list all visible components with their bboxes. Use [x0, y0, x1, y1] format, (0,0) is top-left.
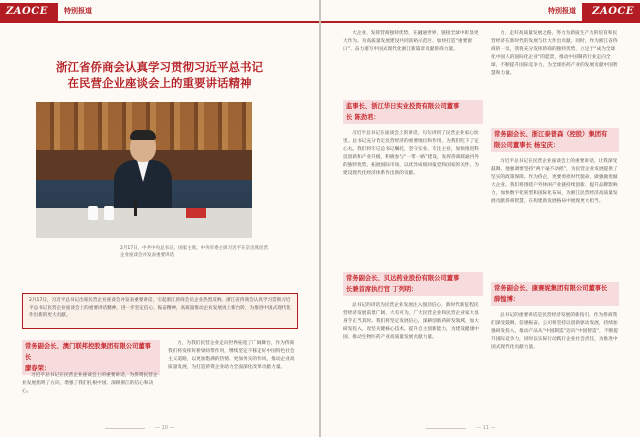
body-column — [491, 312, 619, 353]
speaker-5-text: 总书记的重要讲话是民营经济发展的新指引，作为侨商我们深受鼓舞，倍感振奋。公司将坚持以创新驱动发展，持续加强研发投入，推动产品从“中国制造”迈向“中国智造”，不断提升国际竞争力，同时以实际行动践行企业社会责任，为推进中国式现代化贡献力量。 — [491, 313, 618, 350]
page-number: — 10 — — [155, 425, 175, 431]
body-column — [343, 30, 483, 55]
intro-box — [22, 293, 298, 329]
body-column — [343, 130, 483, 179]
nameplate — [186, 208, 206, 218]
body-column — [491, 30, 619, 79]
meeting-photo — [36, 102, 252, 238]
speaker-name: 限公司董事长 杨宝庆： — [494, 142, 560, 149]
header-rule — [0, 21, 319, 23]
header-rule — [321, 21, 640, 23]
speaker-1-text: 习近平总书记在民营企业座谈会上的重要讲话，为侨资民营企业发展指明了方向，增强了我们扎根中国、深耕浙江的信心和决心。 — [22, 373, 158, 394]
body-column — [343, 302, 483, 343]
brand-logo: ZAOCE — [0, 3, 58, 21]
speaker-title: 常务副会长、浙江泰普森（控股）集团有 — [494, 131, 608, 138]
speaker-4-text: 习近平总书记在民营企业座谈会上的重要讲话，让我深受鼓舞。他强调要坚持“两个毫不动摇”，为民营企业发展提供了坚实的政策保障。作为侨企，更要勇担时代使命，做强做优做大企业。我们将围绕户外休闲产业链持续创新、提升品牌影响力，加快数字化转型和国际化布局，为浙江民营经济高质量发展贡献侨商智慧，在构建新发展格局中展现更大担当。 — [491, 159, 618, 204]
speaker-header-2 — [343, 100, 483, 124]
teacup-icon — [104, 206, 114, 220]
teacup-icon — [88, 206, 98, 220]
article-title-line2: 在民营企业座谈会上的重要讲话精神 — [67, 76, 252, 90]
body-column — [168, 340, 298, 373]
speaker-name: 廖春荣： — [25, 365, 51, 372]
speaker-title: 监事长、浙江华日实业投资有限公司董事 — [346, 103, 460, 110]
speaker-header-4 — [491, 128, 619, 152]
page-number: — 11 — — [476, 425, 496, 431]
section-tag: 特别报道 — [548, 7, 576, 15]
speaker-name: 长 陈劲君： — [346, 114, 380, 121]
speaker-figure — [114, 132, 172, 214]
intro-text: 2月17日，习近平总书记出席民营企业座谈会并发表重要讲话，引起浙江侨商会员企业热烈反响。浙江省侨商会认真学习贯彻习近平总书记民营企业座谈会上的重要讲话精神，进一步坚定信心、振奋精神，高质量推动企业发展再上新台阶，为推进中国式现代化作出新的更大贡献。 — [29, 298, 291, 318]
microphone-icon — [134, 198, 137, 216]
article-title-line1: 浙江省侨商会认真学习贯彻习近平总书记 — [56, 60, 263, 74]
speaker-title: 常务副会长、澳门联邦控股集团有限公司董事长 — [25, 343, 151, 361]
speaker-title: 常务副会长、康赛妮集团有限公司董事长 — [494, 285, 608, 292]
paragraph: 大企业、发挥营商独特优势，在融通世界、链接全球中彰显更大作为。为高质量发展建设共同富裕示范区、加快打造“重要窗口”、奋力谱写中国式现代化浙江新篇章贡献侨商力量。 — [343, 31, 479, 52]
speaker-header-3 — [343, 272, 483, 296]
brand-logo: ZAOCE — [582, 3, 640, 21]
body-column — [22, 372, 160, 397]
body-column — [491, 158, 619, 207]
conference-desk — [36, 208, 252, 238]
speaker-title: 常务副会长、贝达药业股份有限公司董事 — [346, 275, 460, 282]
speaker-name: 长兼首席执行官 丁列明： — [346, 286, 418, 293]
right-page — [321, 0, 640, 437]
photo-caption: 2月17日，中共中央总书记、国家主席、中央军委主席习近平在京出席民营企业座谈会并发表重要讲话 — [120, 246, 269, 258]
speaker-header-5 — [491, 282, 619, 306]
section-tag: 特别报道 — [64, 7, 92, 15]
speaker-name: 薛惶博： — [494, 296, 520, 303]
paragraph: 力，走好高质量发展之路，努力为新质生产力的培育和民营经济在新时代的发展与壮大作出贡献。同时，作为浙江省侨商的一员，我将充分发挥侨商的独特优势，立足于“成为全球化中国人的国际化企业”的愿景，推动中国制药行业走向全球，不断提升国际竞争力，为全球医药产业的发展贡献中国智慧和力量。 — [491, 31, 618, 76]
paragraph: 力，为我们民营企业走向世界拓宽了广阔舞台，作为侨商我们将发挥好桥梁纽带作用，继续坚定不移走好中国特色社会主义道路，以更加饱满的热情、更加务实的作风，推动企业高质量发展，为打造侨资企业助力全面深化改革贡献力量。 — [168, 341, 295, 370]
speaker-header-1 — [22, 340, 160, 375]
speaker-2-text: 习近平总书记在座谈会上的讲话，句句讲到了民营企业家心坎里。总书记充分肯定民营经济的重要地位和作用，为我们吃下了定心丸。我们将牢记总书记嘱托，坚守实业、专注主业，加快推进科技创新和产业升级，积极参与“一带一路”建设，发挥侨商联通内外的独特优势，拓展国际市场，以优异成绩回报党和国家的关怀，为建设现代化经济体系作出新的贡献。 — [343, 131, 480, 176]
speaker-3-text: 总书记的讲话为民营企业发展注入强劲信心，新时代新征程民营经济发展前景广阔、大有可为。广大民营企业和民营企业家大显身手正当其时。我们将坚定发展信心，深耕创新药研发领域，加大研发投入，攻坚关键核心技术，提升自主创新能力，为建设健康中国、推动生物医药产业高质量发展贡献力量。 — [343, 303, 479, 340]
left-page — [0, 0, 319, 437]
